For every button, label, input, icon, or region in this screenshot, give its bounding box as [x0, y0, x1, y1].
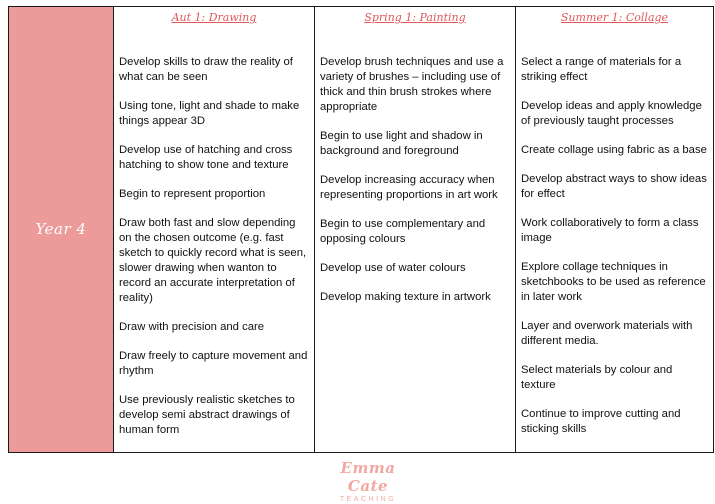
list-item: Using tone, light and shade to make things appear 3D: [119, 100, 300, 127]
list-item: Work collaboratively to form a class image: [521, 217, 699, 244]
list-item: Use previously realistic sketches to develop semi abstract drawings of human form: [119, 394, 295, 436]
list-item: Select materials by colour and texture: [521, 364, 673, 391]
column-collage: [516, 7, 714, 453]
painting-objectives: [315, 27, 515, 305]
list-item: Continue to improve cutting and sticking skills: [521, 408, 681, 435]
year-label: Year 4: [35, 220, 87, 238]
brand-logo: [329, 459, 407, 503]
term-heading-painting: Spring 1: Painting: [364, 11, 466, 24]
term-heading-drawing: Aut 1: Drawing: [171, 11, 257, 24]
collage-objectives: [516, 27, 713, 437]
list-item: Select a range of materials for a striking effect: [521, 56, 682, 83]
list-item: Begin to use complementary and opposing colours: [320, 218, 486, 245]
list-item: Develop use of hatching and cross hatching to show tone and texture: [119, 144, 293, 171]
logo-name: Emma Cate: [340, 459, 396, 495]
logo-subtitle: TEACHING: [339, 496, 397, 503]
list-item: Draw both fast and slow depending on the chosen outcome (e.g. fast sketch to quickly record what is seen, slower drawing when wanton to record an accurate interpretation of reality): [119, 217, 307, 304]
list-item: Layer and overwork materials with different media.: [521, 320, 693, 347]
list-item: Draw with precision and care: [119, 321, 265, 333]
year-cell: [9, 7, 114, 453]
list-item: Create collage using fabric as a base: [521, 144, 707, 156]
list-item: Develop ideas and apply knowledge of previously taught processes: [521, 100, 702, 127]
year-row: [9, 7, 714, 453]
column-drawing: [114, 7, 315, 453]
curriculum-table: [8, 6, 714, 453]
list-item: Develop brush techniques and use a variety of brushes – including use of thick and thin brush strokes where appropriate: [320, 56, 504, 113]
drawing-objectives: [114, 27, 314, 438]
column-painting: [315, 7, 516, 453]
list-item: Develop abstract ways to show ideas for effect: [521, 173, 707, 200]
list-item: Develop use of water colours: [320, 262, 466, 274]
list-item: Develop skills to draw the reality of what can be seen: [119, 56, 293, 83]
list-item: Begin to represent proportion: [119, 188, 266, 200]
list-item: Develop making texture in artwork: [320, 291, 491, 303]
list-item: Begin to use light and shadow in background and foreground: [320, 130, 483, 157]
list-item: Develop increasing accuracy when representing proportions in art work: [320, 174, 498, 201]
term-heading-collage: Summer 1: Collage: [560, 11, 669, 24]
list-item: Explore collage techniques in sketchbooks to be used as reference in later work: [521, 261, 706, 303]
list-item: Draw freely to capture movement and rhythm: [119, 350, 308, 377]
